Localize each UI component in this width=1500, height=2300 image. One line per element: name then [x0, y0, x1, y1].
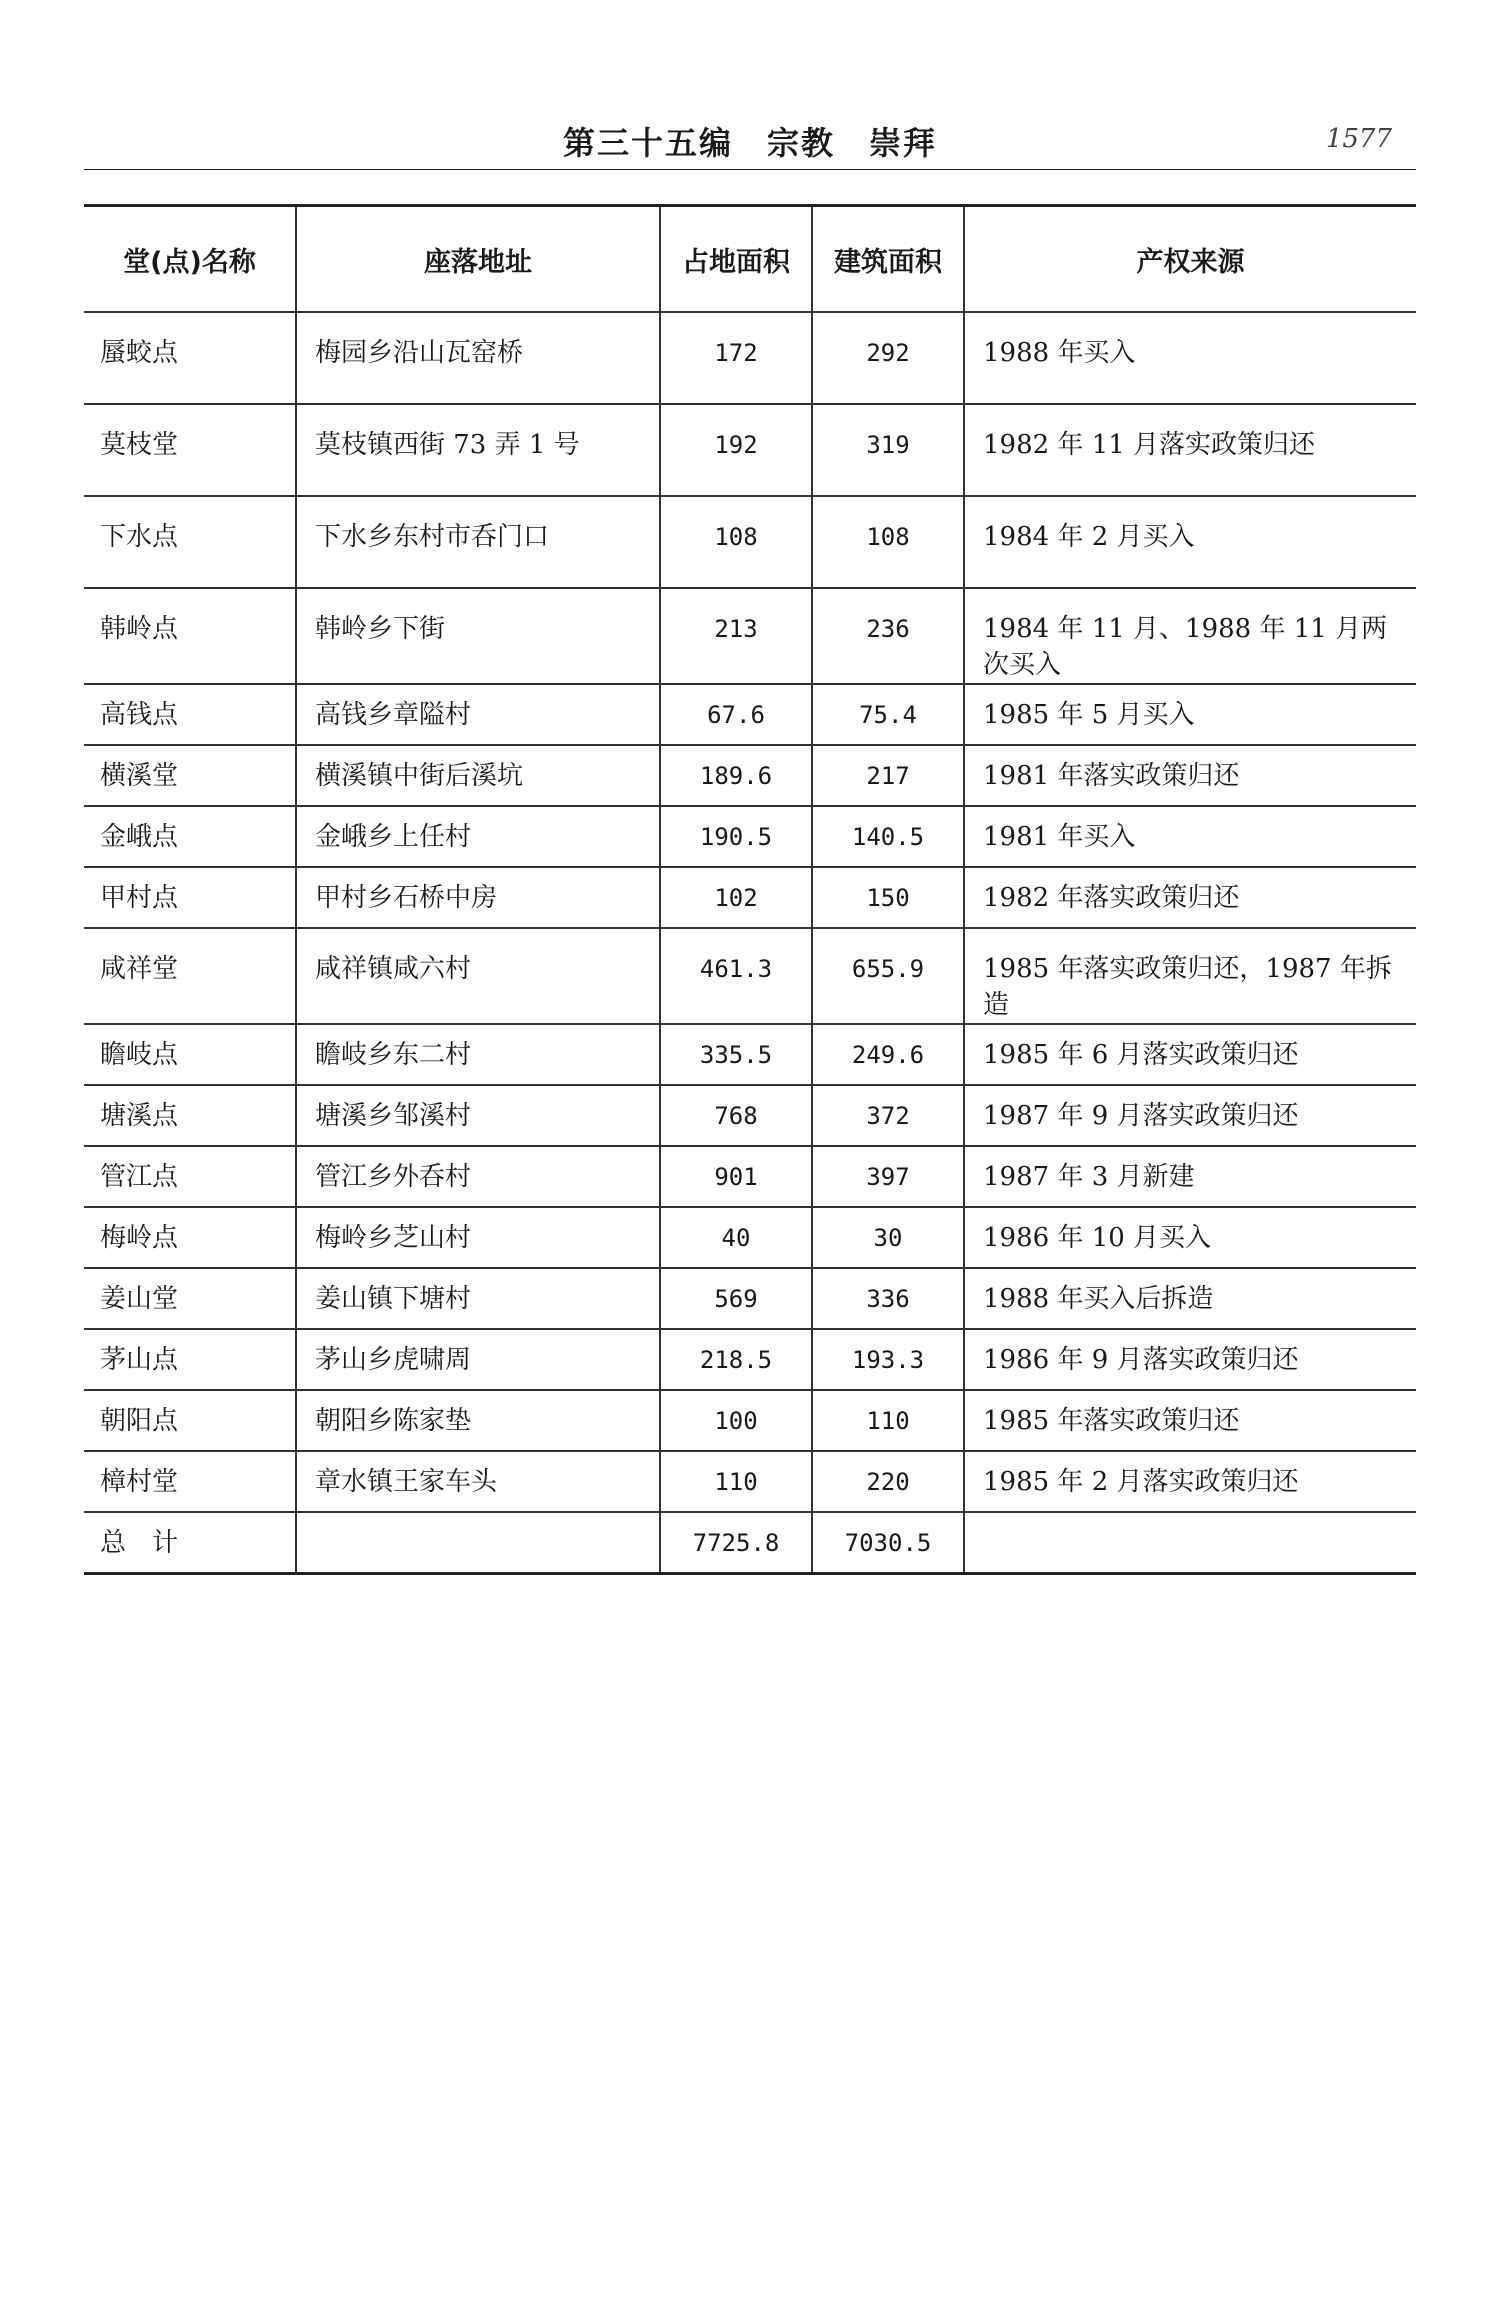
cell-source: 1982 年落实政策归还 — [964, 867, 1416, 928]
church-property-table — [84, 204, 1416, 1575]
cell-name: 姜山堂 — [84, 1268, 296, 1329]
cell-name: 蜃蛟点 — [84, 312, 296, 404]
total-source — [964, 1512, 1416, 1573]
cell-address: 姜山镇下塘村 — [296, 1268, 660, 1329]
cell-source: 1984 年 11 月、1988 年 11 月两次买入 — [964, 588, 1416, 684]
table-row — [84, 1207, 1416, 1268]
total-address — [296, 1512, 660, 1573]
cell-building-area: 319 — [812, 404, 964, 496]
table-row — [84, 1390, 1416, 1451]
cell-name: 甲村点 — [84, 867, 296, 928]
table-row — [84, 928, 1416, 1024]
cell-name: 管江点 — [84, 1146, 296, 1207]
cell-building-area: 193.3 — [812, 1329, 964, 1390]
cell-building-area: 30 — [812, 1207, 964, 1268]
cell-land-area: 192 — [660, 404, 812, 496]
cell-name: 莫枝堂 — [84, 404, 296, 496]
cell-address: 横溪镇中街后溪坑 — [296, 745, 660, 806]
cell-source: 1986 年 9 月落实政策归还 — [964, 1329, 1416, 1390]
cell-name: 瞻岐点 — [84, 1024, 296, 1085]
page-title: 第三十五编 宗教 崇拜 — [562, 124, 937, 162]
cell-address: 管江乡外呑村 — [296, 1146, 660, 1207]
cell-address: 下水乡东村市呑门口 — [296, 496, 660, 588]
cell-source: 1981 年买入 — [964, 806, 1416, 867]
cell-land-area: 189.6 — [660, 745, 812, 806]
cell-address: 瞻岐乡东二村 — [296, 1024, 660, 1085]
cell-land-area: 190.5 — [660, 806, 812, 867]
column-header-land-area: 占地面积 — [660, 206, 812, 313]
cell-address: 高钱乡章隘村 — [296, 684, 660, 745]
table-row — [84, 684, 1416, 745]
cell-source: 1985 年 5 月买入 — [964, 684, 1416, 745]
cell-land-area: 461.3 — [660, 928, 812, 1024]
table-header-row — [84, 206, 1416, 313]
cell-source: 1985 年 6 月落实政策归还 — [964, 1024, 1416, 1085]
cell-address: 金峨乡上任村 — [296, 806, 660, 867]
cell-name: 咸祥堂 — [84, 928, 296, 1024]
table-row — [84, 1146, 1416, 1207]
cell-name: 樟村堂 — [84, 1451, 296, 1512]
cell-source: 1987 年 9 月落实政策归还 — [964, 1085, 1416, 1146]
cell-land-area: 569 — [660, 1268, 812, 1329]
cell-address: 茅山乡虎啸周 — [296, 1329, 660, 1390]
cell-building-area: 140.5 — [812, 806, 964, 867]
table-row — [84, 745, 1416, 806]
cell-name: 塘溪点 — [84, 1085, 296, 1146]
table-row — [84, 867, 1416, 928]
cell-name: 朝阳点 — [84, 1390, 296, 1451]
cell-land-area: 213 — [660, 588, 812, 684]
cell-land-area: 100 — [660, 1390, 812, 1451]
table-row — [84, 1085, 1416, 1146]
cell-building-area: 336 — [812, 1268, 964, 1329]
cell-building-area: 110 — [812, 1390, 964, 1451]
table-total-row — [84, 1512, 1416, 1573]
cell-address: 韩岭乡下街 — [296, 588, 660, 684]
total-label: 总 计 — [84, 1512, 296, 1573]
table-row — [84, 496, 1416, 588]
cell-address: 梅园乡沿山瓦窑桥 — [296, 312, 660, 404]
cell-address: 朝阳乡陈家垫 — [296, 1390, 660, 1451]
column-header-address: 座落地址 — [296, 206, 660, 313]
cell-land-area: 102 — [660, 867, 812, 928]
cell-source: 1981 年落实政策归还 — [964, 745, 1416, 806]
cell-name: 高钱点 — [84, 684, 296, 745]
cell-source: 1986 年 10 月买入 — [964, 1207, 1416, 1268]
cell-building-area: 150 — [812, 867, 964, 928]
cell-address: 咸祥镇咸六村 — [296, 928, 660, 1024]
cell-building-area: 655.9 — [812, 928, 964, 1024]
table-row — [84, 588, 1416, 684]
cell-building-area: 236 — [812, 588, 964, 684]
cell-address: 甲村乡石桥中房 — [296, 867, 660, 928]
cell-source: 1985 年落实政策归还，1987 年拆造 — [964, 928, 1416, 1024]
cell-building-area: 249.6 — [812, 1024, 964, 1085]
table-row — [84, 1451, 1416, 1512]
cell-source: 1985 年落实政策归还 — [964, 1390, 1416, 1451]
cell-land-area: 108 — [660, 496, 812, 588]
cell-source: 1988 年买入后拆造 — [964, 1268, 1416, 1329]
cell-name: 韩岭点 — [84, 588, 296, 684]
table-row — [84, 1024, 1416, 1085]
cell-source: 1984 年 2 月买入 — [964, 496, 1416, 588]
total-building-area: 7030.5 — [812, 1512, 964, 1573]
table-row — [84, 404, 1416, 496]
page-number: 1577 — [1325, 124, 1392, 154]
cell-source: 1987 年 3 月新建 — [964, 1146, 1416, 1207]
cell-land-area: 901 — [660, 1146, 812, 1207]
cell-name: 茅山点 — [84, 1329, 296, 1390]
cell-address: 梅岭乡芝山村 — [296, 1207, 660, 1268]
cell-land-area: 172 — [660, 312, 812, 404]
cell-name: 下水点 — [84, 496, 296, 588]
data-table — [84, 204, 1416, 1575]
cell-address: 章水镇王家车头 — [296, 1451, 660, 1512]
cell-land-area: 768 — [660, 1085, 812, 1146]
column-header-name: 堂(点)名称 — [84, 206, 296, 313]
cell-name: 横溪堂 — [84, 745, 296, 806]
table-row — [84, 806, 1416, 867]
cell-building-area: 372 — [812, 1085, 964, 1146]
header-rule — [84, 169, 1416, 170]
cell-name: 金峨点 — [84, 806, 296, 867]
cell-building-area: 217 — [812, 745, 964, 806]
column-header-building-area: 建筑面积 — [812, 206, 964, 313]
total-land-area: 7725.8 — [660, 1512, 812, 1573]
cell-address: 塘溪乡邹溪村 — [296, 1085, 660, 1146]
cell-land-area: 110 — [660, 1451, 812, 1512]
cell-land-area: 218.5 — [660, 1329, 812, 1390]
cell-name: 梅岭点 — [84, 1207, 296, 1268]
cell-land-area: 40 — [660, 1207, 812, 1268]
table-body — [84, 312, 1416, 1573]
cell-source: 1985 年 2 月落实政策归还 — [964, 1451, 1416, 1512]
table-row — [84, 312, 1416, 404]
table-row — [84, 1329, 1416, 1390]
page-header — [84, 110, 1416, 170]
cell-source: 1988 年买入 — [964, 312, 1416, 404]
cell-building-area: 220 — [812, 1451, 964, 1512]
cell-source: 1982 年 11 月落实政策归还 — [964, 404, 1416, 496]
cell-building-area: 75.4 — [812, 684, 964, 745]
table-row — [84, 1268, 1416, 1329]
cell-land-area: 335.5 — [660, 1024, 812, 1085]
cell-building-area: 108 — [812, 496, 964, 588]
cell-land-area: 67.6 — [660, 684, 812, 745]
cell-building-area: 292 — [812, 312, 964, 404]
column-header-source: 产权来源 — [964, 206, 1416, 313]
cell-building-area: 397 — [812, 1146, 964, 1207]
cell-address: 莫枝镇西街 73 弄 1 号 — [296, 404, 660, 496]
